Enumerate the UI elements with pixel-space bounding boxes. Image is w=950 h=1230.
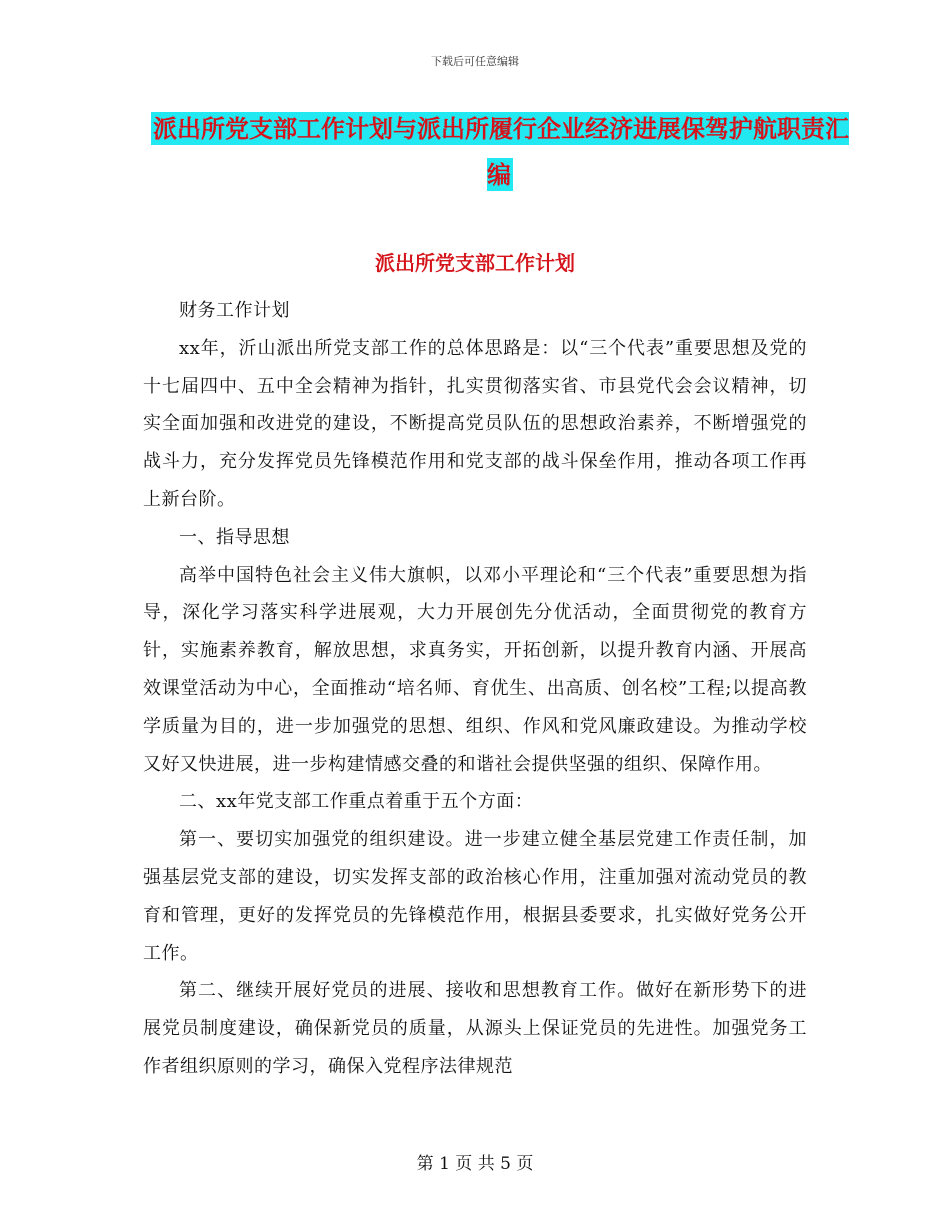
section-title: 派出所党支部工作计划 <box>375 251 575 275</box>
document-title <box>150 106 850 198</box>
paragraph-overview: xx年，沂山派出所党支部工作的总体思路是：以“三个代表”重要思想及党的十七届四中、五中全会精神为指针，扎实贯彻落实省、市县党代会会议精神，切实全面加强和改进党的建设，不断提高党员队伍的思想政治素养，不断增强党的战斗力，充分发挥党员先锋模范作用和党支部的战斗保垒作用，推动各项工作再上新台阶。 <box>143 337 807 510</box>
document-title-text: 派出所党支部工作计划与派出所履行企业经济进展保驾护航职责汇编 <box>153 114 849 189</box>
paragraph-heading-finance: 财务工作计划 <box>179 300 290 321</box>
paragraph-point-two: 第二、继续开展好党员的进展、接收和思想教育工作。做好在新形势下的进展党员制度建设，确保新党员的质量，从源头上保证党员的先进性。加强党务工作者组织原则的学习，确保入党程序法律规范 <box>143 980 807 1077</box>
document-body <box>143 292 807 1086</box>
paragraph-point-one: 第一、要切实加强党的组织建设。进一步建立健全基层党建工作责任制，加强基层党支部的建设，切实发挥支部的政治核心作用，注重加强对流动党员的教育和管理，更好的发挥党员的先锋模范作用，根据县委要求，扎实做好党务公开工作。 <box>143 829 807 964</box>
page-number: 第 1 页 共 5 页 <box>416 1154 534 1174</box>
paragraph-heading-key-work: 二、xx年党支部工作重点着重于五个方面： <box>179 791 534 813</box>
paragraph-heading-guiding-ideology: 一、指导思想 <box>179 526 290 548</box>
paragraph-guiding-ideology: 高举中国特色社会主义伟大旗帜，以邓小平理论和“三个代表”重要思想为指导，深化学习落实科学进展观，大力开展创先分优活动，全面贯彻党的教育方针，实施素养教育，解放思想，求真务实，开拓创新，以提升教育内涵、开展高效课堂活动为中心，全面推动“培名师、育优生、出高质、创名校”工程;以提高教学质量为目的，进一步加强党的思想、组织、作风和党风廉政建设。为推动学校又好又快进展，进一步构建情感交叠的和谐社会提供坚强的组织、保障作用。 <box>143 564 807 775</box>
header-note: 下载后可任意编辑 <box>431 55 519 68</box>
